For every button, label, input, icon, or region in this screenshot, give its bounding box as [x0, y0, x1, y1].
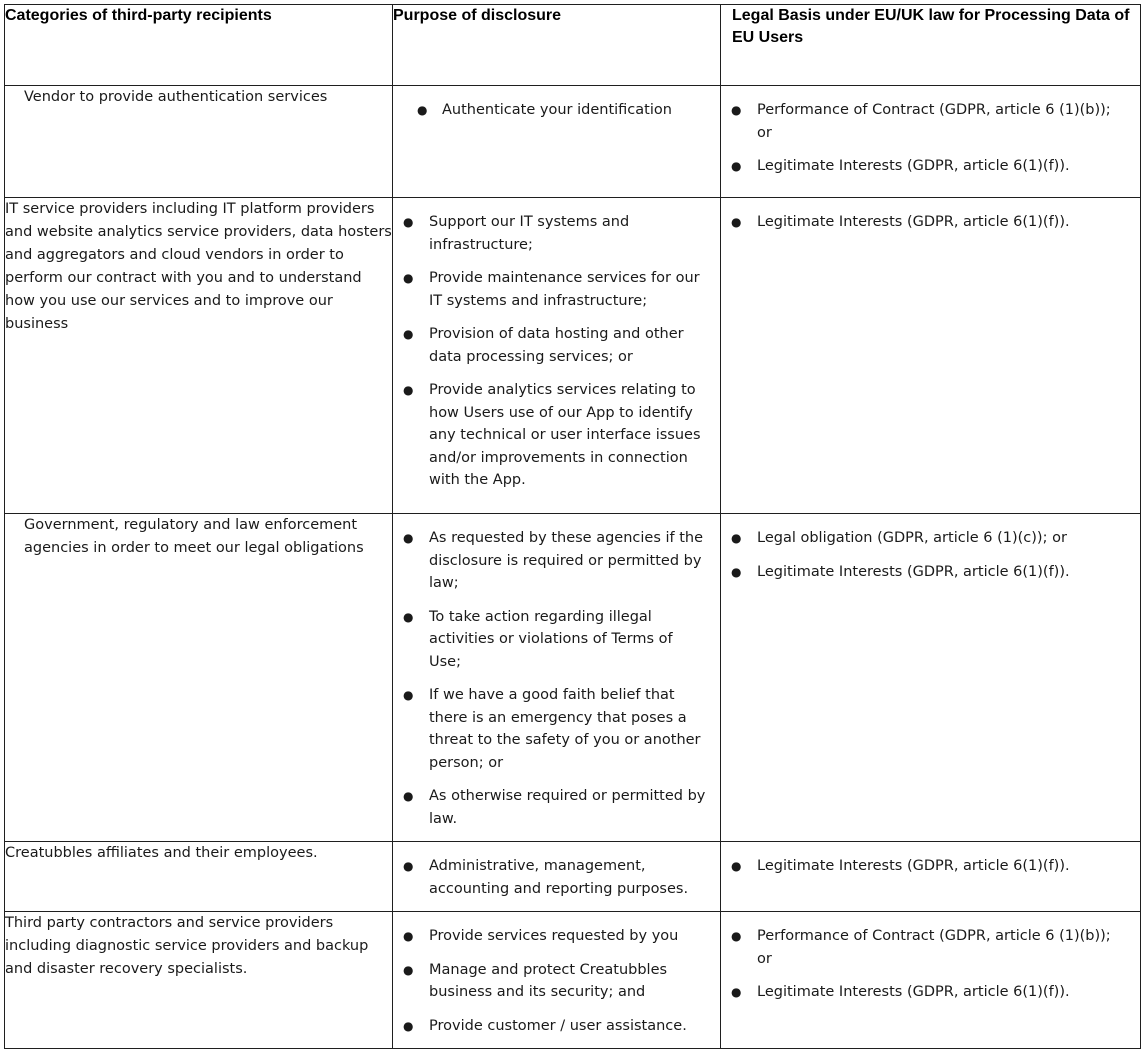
header-row [5, 5, 1141, 86]
legal-basis-list [721, 912, 1140, 1004]
bullet-icon: ● [417, 103, 428, 117]
legal-basis-cell [721, 198, 1141, 514]
bullet-icon: ● [403, 531, 414, 545]
purpose-list [393, 86, 720, 122]
purpose-list [393, 514, 720, 830]
purpose-item: ● Provision of data hosting and other data processing services; or [429, 323, 708, 368]
table-row [5, 198, 1141, 514]
bullet-icon: ● [403, 271, 414, 285]
bullet-icon: ● [403, 789, 414, 803]
purpose-item: ● If we have a good faith belief that there is an emergency that poses a threat to the safety of you or another person; or [429, 684, 708, 774]
bullet-icon: ● [403, 1018, 414, 1033]
purpose-item: ● Manage and protect Creatubbles business and its security; and [429, 959, 708, 1004]
disclosure-table [4, 4, 1141, 1049]
purpose-cell [393, 86, 721, 198]
bullet-icon: ● [403, 215, 414, 229]
table-row [5, 86, 1141, 198]
table-row [5, 912, 1141, 1049]
legal-basis-list [721, 514, 1140, 583]
bullet-icon: ● [403, 688, 414, 702]
legal-basis-item: ● Performance of Contract (GDPR, article 6 (1)(b)); or [757, 925, 1128, 970]
purpose-item: ● To take action regarding illegal activities or violations of Terms of Use; [429, 606, 708, 674]
bullet-icon: ● [731, 159, 742, 173]
header-recipients: Categories of third-party recipients [5, 5, 393, 86]
purpose-item: ● Authenticate your identification [442, 99, 708, 122]
bullet-icon: ● [403, 929, 414, 943]
purpose-cell [393, 912, 721, 1049]
bullet-icon: ● [731, 985, 742, 999]
table-row [5, 514, 1141, 842]
purpose-item: ● As requested by these agencies if the disclosure is required or permitted by law; [429, 527, 708, 595]
recipient-category: Creatubbles affiliates and their employees. [5, 842, 393, 912]
bullet-icon: ● [403, 327, 414, 341]
legal-basis-item: ● Performance of Contract (GDPR, article 6 (1)(b)); or [757, 99, 1128, 144]
bullet-icon: ● [731, 531, 742, 545]
bullet-icon: ● [731, 215, 742, 229]
purpose-cell [393, 514, 721, 842]
bullet-icon: ● [403, 383, 414, 397]
bullet-icon: ● [731, 103, 742, 117]
purpose-item: ● Provide services requested by you [429, 925, 708, 948]
recipient-category: Vendor to provide authentication services [5, 86, 393, 198]
recipient-category: Government, regulatory and law enforcement agencies in order to meet our legal obligations [5, 514, 393, 842]
bullet-icon: ● [731, 929, 742, 943]
bullet-icon: ● [403, 609, 414, 624]
legal-basis-item: ● Legitimate Interests (GDPR, article 6(1)(f)). [757, 855, 1128, 878]
purpose-item: ● Provide maintenance services for our IT systems and infrastructure; [429, 267, 708, 312]
legal-basis-item: ● Legitimate Interests (GDPR, article 6(1)(f)). [757, 155, 1128, 178]
bullet-icon: ● [731, 564, 742, 579]
table-row [5, 842, 1141, 912]
legal-basis-item: ● Legal obligation (GDPR, article 6 (1)(c)); or [757, 527, 1128, 550]
legal-basis-item: ● Legitimate Interests (GDPR, article 6(1)(f)). [757, 981, 1128, 1004]
purpose-item: ● As otherwise required or permitted by law. [429, 785, 708, 830]
header-purpose: Purpose of disclosure [393, 5, 721, 86]
legal-basis-list [721, 198, 1140, 234]
purpose-item: ● Support our IT systems and infrastructure; [429, 211, 708, 256]
purpose-list [393, 912, 720, 1037]
purpose-cell [393, 842, 721, 912]
recipient-category: Third party contractors and service providers including diagnostic service providers and backup and disaster recovery specialists. [5, 912, 393, 1049]
bullet-icon: ● [403, 962, 414, 977]
legal-basis-cell [721, 912, 1141, 1049]
header-legal-basis: Legal Basis under EU/UK law for Processing Data of EU Users [721, 5, 1141, 86]
purpose-item: ● Provide analytics services relating to how Users use of our App to identify any technical or user interface issues and/or improvements in connection with the App. [429, 379, 708, 492]
legal-basis-item: ● Legitimate Interests (GDPR, article 6(1)(f)). [757, 561, 1128, 584]
purpose-list [393, 842, 720, 900]
recipient-category: IT service providers including IT platform providers and website analytics service providers, data hosters and aggregators and cloud vendors in order to perform our contract with you and to understand how you use our services and to improve our business [5, 198, 393, 514]
bullet-icon: ● [731, 859, 742, 873]
legal-basis-item: ● Legitimate Interests (GDPR, article 6(1)(f)). [757, 211, 1128, 234]
legal-basis-cell [721, 514, 1141, 842]
legal-basis-list [721, 86, 1140, 178]
legal-basis-cell [721, 86, 1141, 198]
purpose-cell [393, 198, 721, 514]
legal-basis-list [721, 842, 1140, 878]
purpose-item: ● Administrative, management, accounting and reporting purposes. [429, 855, 708, 900]
legal-basis-cell [721, 842, 1141, 912]
purpose-list [393, 198, 720, 492]
purpose-item: ● Provide customer / user assistance. [429, 1015, 708, 1038]
bullet-icon: ● [403, 859, 414, 873]
